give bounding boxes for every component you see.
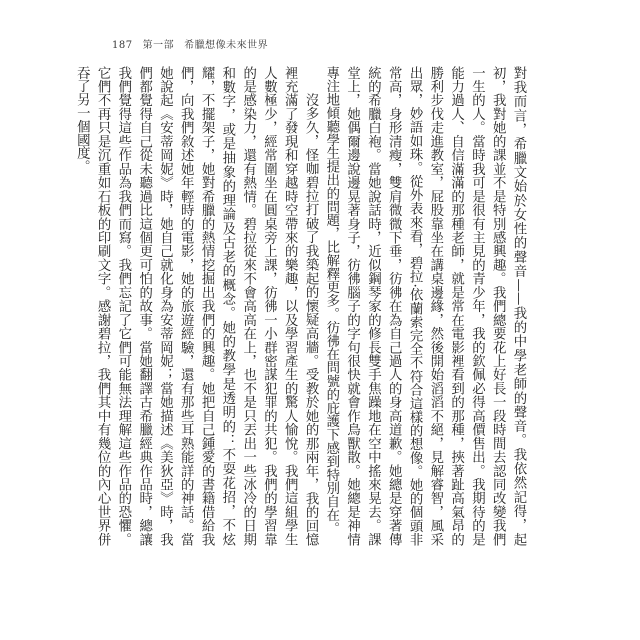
paragraph-2: 沒多久，怪咖碧拉打破了我築起的懷疑高牆。受教於她的那兩年，我的回憶裡充滿了發現和穿越時空帶來的樂趣，以及學習產生的驚人愉悅。我們這組學生人數極少，經常圍坐在圓桌旁上課，彷彿一小群密謀犯罪的共犯。我們的學習靠的是感染力，還有熱情。碧拉從來不會高高在上，也不是只丟出一些冰冷的日期和數字，或是抽象的理論及古老的概念。她的教學是透明的：不耍花招，不炫耀，不擺架子，她對希臘的熱情挖掘出我們的興趣。她把自己鍾愛的書籍借給我們，向我們敘述她年輕時的電影，她的旅遊經驗，還有那些耳熟能詳的神話。當她說起《安蒂岡妮》時，她自己就化身為安蒂岡妮；當她描述《美狄亞》時，我們都覺得自己從未聽過比這個更可怕的故事。當她翻譯古希臘經典作品時，總讓我們覺得這些作品為我們而寫。我們忘記了它們可能無法理解這些作品的恐懼。它們不再只是沉重如石板的印刷文字。感謝碧拉，我們其中有幾位的內心世界併吞了另一個國度。 — [74, 66, 319, 546]
chapter-title: 希臘想像未來世界 — [184, 40, 269, 51]
paragraph-1: 對我而言，希臘文始於女性的聲音——我的中學老師的聲音。我依然記得，起初，我對她的課並不是特別感興趣。我們總要花上好長一段時間去認同改變我們一生的人。當時我可是很有主見的青少年，我的欽佩必得高價售出。我期待的是能力過人、自信滿滿的那種老師，就是常在電影裡看到的那種，挾著趾高氣昂的勝利步伐走進教室，屁股靠坐在講桌邊緣，然後開始滔滔不絕，見解睿智，風采出眾，妙語如珠。從外表來看，碧拉·依蘭索完全不符合這樣的想像。她的個頭非常高，身形清瘦，雙肩微微下垂，彷彿在為自己過人的身高道歉。她總是穿著傳統的希臘白袍。當她說話時，近似鋼琴家的修長雙手焦躁地在空中搖來晃去。課堂上，她偶爾邊說邊晃著身子，彷彿腦子的字句很快就會作鳥獸散。她總是神情專注地傾聽學生提出的問題，比解釋更多。彷彿在問號的庇護下感到特別自在。 — [323, 66, 526, 546]
page-number: 187 — [112, 40, 133, 51]
running-head — [112, 36, 278, 51]
part-label: 第一部 — [142, 40, 175, 51]
body-text — [74, 66, 528, 546]
